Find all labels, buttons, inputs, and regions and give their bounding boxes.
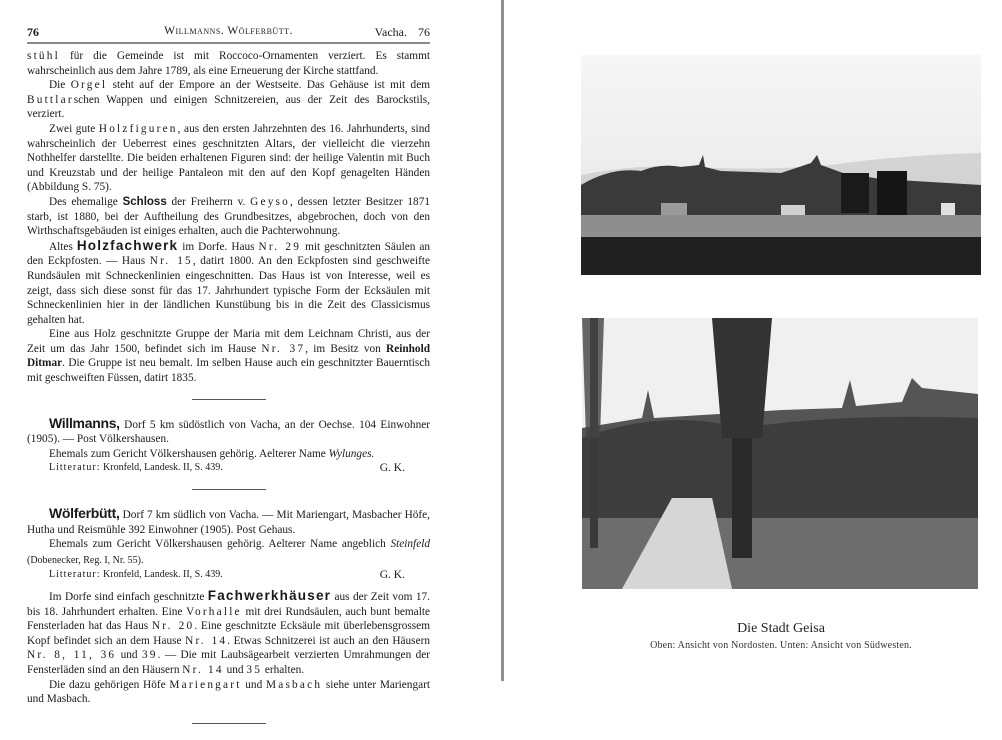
text-run: Eine aus Holz geschnitzte Gruppe der Maria mit dem Leichnam Christi, aus der Zeit um das Jahr 1500, befindet sich im Hause: [27, 328, 430, 355]
emphasis-run: 35: [246, 663, 263, 676]
paragraph: [27, 49, 430, 78]
literature-ref: Kronfeld, Landesk. II, S. 439.: [103, 462, 223, 474]
emphasis-run: Buttlar: [27, 93, 74, 106]
town-skyline-illustration: [581, 55, 981, 275]
page-number-left: 76: [27, 25, 39, 39]
text-column: [27, 49, 430, 740]
entry-description: Dorf 5 km südöstlich von Vacha, an der Oechse. 104 Einwohner (1905). — Post Völkershausen.: [27, 418, 430, 446]
text-run: . Die Gruppe ist neu bemalt. Im selben Hause auch ein geschnitzter Bauerntisch mit geschweiften Füssen, datirt 1835.: [27, 357, 430, 385]
caption-title: Die Stadt Geisa: [737, 621, 825, 636]
paragraph: [27, 589, 430, 678]
section-separator: [192, 723, 266, 724]
text-run: und: [116, 649, 142, 662]
photo-geisa-southwest: [582, 318, 978, 589]
running-title: Willmanns. Wölferbütt.: [164, 25, 293, 37]
entry-title: Wölferbütt,: [49, 505, 120, 522]
emphasis-run: Schloss: [122, 195, 167, 208]
emphasis-run: Nr. 29: [258, 240, 302, 253]
entry-history: Ehemals zum Gericht Völkershausen gehörig. Aelterer Name: [49, 447, 329, 460]
emphasis-run: Geyso: [250, 195, 291, 208]
running-head-right: [375, 25, 430, 40]
emphasis-run: Masbach: [265, 678, 323, 691]
paragraph: [27, 78, 430, 122]
text-run: siehe unter Mariengart und Masbach.: [27, 678, 431, 706]
paragraph: [27, 678, 430, 707]
emphasis-run: Fachwerkhäuser: [207, 588, 332, 603]
text-run: Des ehemalige: [49, 195, 123, 208]
text-run: und: [223, 663, 247, 676]
history-ref: (Dobenecker, Reg. I, Nr. 55).: [27, 554, 144, 566]
emphasis-run: Nr. 37: [261, 342, 306, 355]
emphasis-run: 39: [141, 649, 158, 662]
text-run: Zwei gute: [49, 122, 99, 135]
emphasis-run: Nr. 14: [182, 663, 224, 676]
emphasis-run: Orgel: [70, 79, 108, 92]
emphasis-run: Holzfiguren: [98, 122, 178, 135]
old-name: Steinfeld: [390, 538, 430, 551]
literature-line: [27, 461, 430, 476]
paragraph: [27, 327, 430, 385]
text-run: Die: [49, 79, 71, 92]
text-run: Im Dorfe sind einfach geschnitzte: [49, 591, 208, 603]
literature-label: Litteratur:: [49, 569, 101, 581]
emphasis-run: Mariengart: [169, 678, 242, 691]
entry-title: Willmanns,: [49, 414, 120, 431]
emphasis-run: stühl: [27, 50, 60, 62]
text-run: , aus den ersten Jahrzehnten des 16. Jahrhunderts, sind wahrscheinlich der Ueberrest eines geschnitzten Altars, der vielleicht die vierzehn Nothhelfer darstellte. Die beiden erhaltenen Figuren sind: der heilige Valentin mit Buch und Kreuzstab und der heilige Pantaleon mit den auf den Kopf genagelten Händen (Abbildung S. 75).: [27, 122, 430, 194]
section-separator: [192, 489, 266, 490]
entry-willmanns: [27, 416, 430, 476]
entry-description: Dorf 7 km südlich von Vacha. — Mit Mariengart, Masbacher Höfe, Hutha und Reismühle 392 Einwohner (1905). Post Gehaus.: [27, 509, 430, 536]
paragraph: [27, 239, 430, 328]
entry-history: Ehemals zum Gericht Völkershausen gehörig. Aelterer Name angeblich: [49, 538, 391, 551]
literature-ref: Kronfeld, Landesk. II, S. 439.: [103, 569, 223, 581]
caption-subtitle: Oben: Ansicht von Nordosten. Unten: Ansicht von Südwesten.: [650, 640, 912, 651]
text-run: erhalten.: [262, 663, 305, 676]
author-initials: G. K.: [379, 569, 405, 582]
emphasis-run: Reinhold Ditmar: [27, 342, 430, 370]
text-run: schen Wappen und einigen Schnitzereien, aus der Zeit des Barockstils, verziert.: [27, 93, 430, 121]
emphasis-run: Holzfachwerk: [76, 237, 179, 253]
text-run: Altes: [49, 240, 77, 253]
text-run: und: [241, 678, 266, 691]
photo-geisa-northeast: [581, 55, 981, 275]
emphasis-run: Nr. 14: [185, 634, 228, 647]
text-run: mit drei Rundsäulen, auch bunt bemalte Fensterladen hat das Haus: [27, 605, 430, 633]
vacha-continuation: [27, 49, 430, 386]
section-separator: [192, 399, 266, 400]
emphasis-run: Nr. 15: [149, 255, 193, 268]
header-rule: [27, 42, 430, 44]
author-initials: G. K.: [379, 462, 405, 475]
text-run: der Freiherrn v.: [166, 195, 251, 208]
running-head: [27, 25, 430, 41]
text-run: im Dorfe. Haus: [178, 240, 259, 253]
page-number-right: 76: [418, 25, 430, 39]
text-run: . Eine geschnitzte Ecksäule mit überlebensgrossem Kopf befindet sich an dem Hause: [27, 620, 430, 647]
paragraph: [27, 122, 430, 195]
text-run: steht auf der Empore an der Westseite. Das Gehäuse ist mit dem: [107, 79, 430, 92]
literature-label: Litteratur:: [49, 462, 101, 474]
text-run: mit geschnitzten Säulen an den Eckpfosten. — Haus: [27, 240, 431, 268]
text-run: , dessen letzter Besitzer 1871 starb, ist 1880, bei der Auftheilung des Grundbesitzes, abgebrochen, doch von den Wirthschaftsgebäuden ist einiges erhalten, auch die Pachterwohnung.: [27, 195, 430, 238]
old-name: Wylunges.: [328, 447, 375, 460]
running-place: Vacha.: [374, 25, 407, 39]
text-run: . Etwas Schnitzerei ist auch an den Häusern: [227, 634, 430, 647]
emphasis-run: Vorhalle: [186, 605, 242, 618]
wolferbutt-body: [27, 589, 430, 707]
text-run: , im Besitz von: [305, 342, 387, 355]
paragraph: [27, 195, 430, 239]
text-run: für die Gemeinde ist mit Roccoco-Ornamenten verziert. Es stammt wahrscheinlich aus dem Jahre 1789, als eine Erneuerung der Kirche stattfand.: [27, 50, 430, 77]
text-run: aus der Zeit vom 17. bis 18. Jahrhundert erhalten. Eine: [27, 591, 430, 618]
text-run: Die dazu gehörigen Höfe: [49, 678, 170, 691]
literature-line: [27, 568, 430, 583]
left-page: [0, 0, 500, 706]
text-run: , datirt 1800. An den Eckpfosten sind geschweifte Rundsäulen mit Schneckenlinien eingeschnitten. Das Haus ist von Interesse, weil es zeigt, dass sich diese sonst für das 17. Jahrhundert typische Form der Ecksäulen mit Schneckenlinien hier in der ländlichen Kunstübung bis in die Zeit des Classicismus gehalten hat.: [27, 255, 431, 326]
text-run: . — Die mit Laubsägearbeit verzierten Umrahmungen der Fensterläden sind an den Häusern: [27, 649, 431, 676]
orchard-path-illustration: [582, 318, 978, 589]
entry-wolferbutt: [27, 506, 430, 707]
emphasis-run: Nr. 8, 11, 36: [27, 649, 117, 662]
emphasis-run: Nr. 20: [151, 620, 195, 633]
